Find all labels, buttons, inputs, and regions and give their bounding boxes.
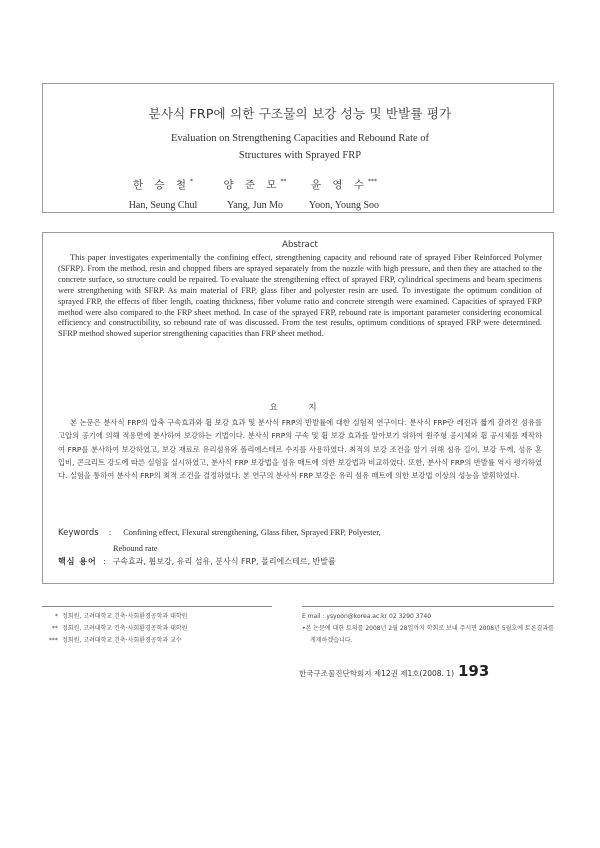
page-number: 193	[458, 662, 490, 680]
footnote-3-text: 정회원, 고려대학교 건축·사회환경공학과 교수	[62, 637, 182, 644]
contact-info	[302, 611, 554, 647]
author-3	[289, 177, 399, 211]
korean-keywords	[58, 556, 542, 567]
author-1-mark: *	[190, 178, 194, 185]
keywords-label: Keywords	[58, 528, 99, 538]
author-3-mark: ***	[368, 178, 378, 185]
footnote-rule-left	[42, 606, 272, 607]
footnote-1	[42, 611, 282, 623]
footnote-2-text: 정회원, 고려대학교 건축·사회환경공학과 대학원	[62, 625, 188, 632]
author-2-mark: **	[280, 178, 287, 185]
footnote-1-mark: *	[55, 613, 58, 620]
journal-citation: 한국구조물진단학회지 제12권 제1호(2008. 1)	[299, 669, 454, 678]
korean-keywords-separator: :	[103, 557, 106, 566]
keywords-items-line2: Rebound rate	[113, 544, 158, 553]
korean-summary-heading: 요 지	[269, 403, 331, 413]
author-3-name-ko: 윤 영 수	[310, 179, 369, 191]
abstract-text: This paper investigates experimentally the confining effect, strengthening capacity and rebound rate of sprayed Fiber Reinforced Polymer (SFRP). From the method, resin and chopped fibers are sprayed separately from the nozzle with high pressure, and then they are attached to the concrete surface, so structure could be repaired. To evaluate the strengthening effect of sprayed FRP, cylindrical specimens and beam specimens were strengthening with SFRP. As main material of FRP, glass fiber and polyester resin are used. To investigate the optimum condition of sprayed FRP, the effects of fiber length, coating thickness, fiber volume ratio and concrete strength were examined. Capacities of sprayed FRP method were also compared to the FRP sheet method. In case of the sprayed FRP, rebound rate is important parameter considering economical efficiency and constructibility, so rebound rate of was discussed. From the test results, optimum conditions of sprayed FRP were determined. SFRP method showed superior strengthening capacities than FRP sheet method.	[58, 253, 542, 339]
korean-summary-text: 본 논문은 분사식 FRP의 압축 구속효과와 휨 보강 효과 및 분사식 FRP의 반발률에 대한 실험적 연구이다. 분사식 FRP란 레진과 짧게 잘려진 섬유를 고압의 공기에 의해 적용면에 분사하여 보강하는 기법이다. 분사식 FRP의 구속 및 휨 보강 효과를 알아보기 위하여 원주형 공시체와 휨 공시체를 제작하여 FRP를 분사하여 보강하였고, 보강 재료로 유리섬유와 폴리에스테르 수지를 사용하였다. 최적의 보강 조건을 알기 위해 섬유 길이, 보강 두께, 섬유 혼입비, 콘크리트 강도에 따른 실험을 실시하였고, 분사식 FRP 보강법을 섬유 매트에 의한 보강법과 비교하였다. 또한, 분사식 FRP의 반발률 역시 평가하였다. 실험을 통하여 분사식 FRP의 최적 조건을 결정하였다. 본 연구의 분사식 FRP 보강은 유리 섬유 매트에 의한 보강법 이상의 성능을 발휘하였다.	[58, 418, 542, 481]
contact-email: E mail : ysyoon@korea.ac.kr 02 3290 3740	[302, 613, 432, 620]
paper-title-english-line1: Evaluation on Strengthening Capacities and Rebound Rate of	[170, 133, 430, 144]
footnote-2	[42, 623, 282, 635]
paper-title-english	[0, 130, 600, 164]
author-2-name-ko: 양 준 모	[223, 179, 281, 191]
keywords-items-line1: Confining effect, Flexural strengthening, Glass fiber, Sprayed FRP, Polyester,	[123, 528, 381, 537]
author-3-name-en: Yoon, Young Soo	[308, 200, 380, 211]
abstract-heading: Abstract	[282, 240, 318, 250]
paper-title-english-line2: Structures with Sprayed FRP	[238, 150, 362, 161]
discussion-note: •본 논문에 대한 토의를 2008년 2월 28일까지 학회로 보내 주시면 2008년 5월호에 토론결과를 게재하겠습니다.	[302, 625, 554, 644]
footnote-3	[42, 635, 282, 647]
korean-keywords-items: 구속효과, 휨보강, 유리 섬유, 분사식 FRP, 폴리에스테르, 반발률	[112, 557, 336, 566]
korean-keywords-label: 핵심 용어	[58, 557, 97, 566]
author-1-name-en: Han, Seung Chul	[128, 200, 198, 211]
paper-title-korean: 분사식 FRP에 의한 구조물의 보강 성능 및 반발률 평가	[148, 106, 452, 121]
author-2-name-en: Yang, Jun Mo	[227, 200, 283, 211]
footnote-3-mark: ***	[49, 637, 58, 644]
author-footnotes	[42, 611, 282, 647]
footnote-1-text: 정회원, 고려대학교 건축·사회환경공학과 대학원	[62, 613, 188, 620]
footnote-2-mark: **	[52, 625, 58, 632]
keywords	[58, 525, 542, 556]
keywords-separator: :	[108, 528, 112, 537]
author-1-name-ko: 한 승 철	[132, 179, 191, 191]
footnote-rule-right	[302, 606, 554, 607]
